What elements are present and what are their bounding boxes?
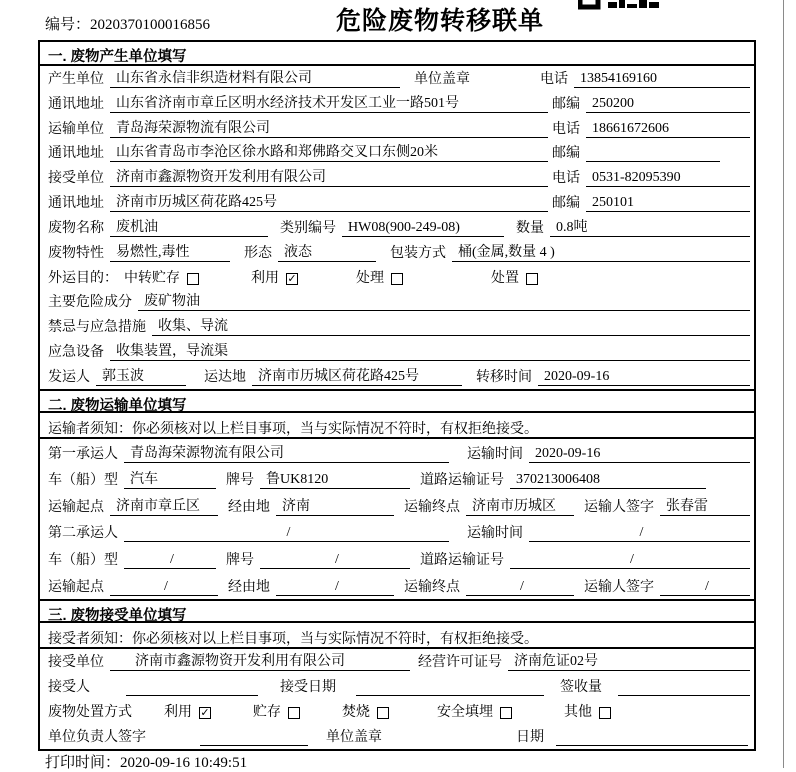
accept-date-label: 接受日期 — [280, 679, 336, 695]
row-vehicle2 — [40, 545, 754, 572]
transporter-zip-label: 邮编 — [552, 146, 580, 162]
transport-time2-label: 运输时间 — [467, 526, 523, 542]
producer-name-field: 山东省永信非织造材料有限公司 — [110, 67, 400, 88]
producer-phone-label: 电话 — [540, 71, 568, 87]
route-start-label: 运输起点 — [48, 499, 104, 515]
disposal-option-label: 其他 — [564, 704, 592, 720]
document-header — [0, 0, 796, 40]
acceptor-label: 接受人 — [48, 679, 90, 695]
accept-date-field — [356, 679, 544, 696]
section3-heading: 三. 废物接受单位填写 — [40, 599, 754, 623]
road-permit2-field: / — [510, 552, 750, 569]
print-time-line — [45, 751, 247, 772]
route2-start-field: / — [110, 579, 218, 596]
disposal-option-label: 利用 — [164, 704, 192, 720]
producer-seal-label: 单位盖章 — [414, 71, 470, 87]
hazard-field: 废矿物油 — [138, 290, 750, 311]
vehicle-type-field: 汽车 — [124, 468, 216, 489]
shipper-label: 发运人 — [48, 369, 90, 385]
receiver-address-field: 济南市历城区荷花路425号 — [110, 191, 548, 212]
vehicle-type-label: 车（船）型 — [48, 473, 118, 489]
row-waste-properties — [40, 240, 754, 265]
producer-address-field: 山东省济南市章丘区明水经济技术开发区工业一路501号 — [110, 92, 548, 113]
transport-time-field: 2020-09-16 — [529, 446, 750, 463]
transporter-name-field: 青岛海荣源物流有限公司 — [110, 117, 548, 138]
row-route1 — [40, 492, 754, 519]
route-via-field: 济南 — [276, 495, 394, 516]
accept-unit-label: 接受单位 — [48, 654, 104, 670]
responsible-sign-field — [200, 729, 308, 746]
scan-page-edge — [783, 0, 784, 768]
row-producer — [40, 66, 754, 91]
disposal-option-label: 安全填埋 — [437, 704, 493, 720]
route-via-label: 经由地 — [228, 499, 270, 515]
producer-zip-field: 250200 — [586, 96, 750, 113]
row-accept-unit — [40, 649, 754, 674]
transporter-address-field: 山东省青岛市李沧区徐水路和郑佛路交叉口东侧20米 — [110, 141, 548, 162]
row-first-carrier — [40, 439, 754, 466]
disposal-option-other — [564, 701, 611, 721]
purpose-option-label: 中转贮存 — [124, 270, 180, 286]
plate-field: 鲁UK8120 — [260, 468, 410, 489]
contraindications-label: 禁忌与应急措施 — [48, 320, 146, 336]
receiver-label: 接受单位 — [48, 171, 104, 187]
receiver-address-label: 通讯地址 — [48, 196, 104, 212]
accept-unit-field: 济南市鑫源物资开发利用有限公司 — [110, 650, 410, 671]
disposal-option-label: 焚烧 — [342, 704, 370, 720]
transporter-phone-field: 18661672606 — [586, 121, 750, 138]
waste-props-field: 易燃性,毒性 — [110, 241, 230, 262]
receiver-phone-label: 电话 — [552, 171, 580, 187]
section3-body — [40, 649, 754, 749]
license-label: 经营许可证号 — [418, 654, 502, 670]
unit-seal-label: 单位盖章 — [326, 729, 382, 745]
route-start-field: 济南市章丘区 — [110, 495, 218, 516]
print-time-label: 打印时间： — [45, 755, 121, 771]
disposal-option-utilize — [164, 701, 211, 721]
row-acceptor — [40, 674, 754, 699]
first-carrier-field: 青岛海荣源物流有限公司 — [124, 442, 449, 463]
receiver-name-field: 济南市鑫源物资开发利用有限公司 — [110, 166, 548, 187]
checkbox-disposal-utilize: ✓ — [200, 705, 210, 719]
qr-code-fragment-icon — [578, 0, 660, 11]
row-receiver — [40, 165, 754, 190]
road-permit-field: 370213006408 — [510, 472, 706, 489]
vehicle-type2-field: / — [124, 552, 216, 569]
row-route2 — [40, 572, 754, 599]
second-carrier-field: / — [124, 525, 449, 542]
row-vehicle1 — [40, 466, 754, 493]
destination-label: 运达地 — [204, 369, 246, 385]
carrier-sign-field: 张春雷 — [660, 495, 750, 516]
row-hazard-components — [40, 290, 754, 315]
section2-heading: 二. 废物运输单位填写 — [40, 389, 754, 413]
waste-category-field: HW08(900-249-08) — [342, 220, 504, 237]
plate2-field: / — [260, 552, 410, 569]
hazard-label: 主要危险成分 — [48, 295, 132, 311]
page-title: 危险废物转移联单 — [335, 8, 544, 35]
row-waste-name — [40, 215, 754, 240]
vehicle-type2-label: 车（船）型 — [48, 552, 118, 568]
equipment-field: 收集装置，导流渠 — [110, 340, 750, 361]
transfer-time-label: 转移时间 — [476, 369, 532, 385]
row-shipper — [40, 364, 754, 389]
road-permit-label: 道路运输证号 — [420, 473, 504, 489]
waste-category-label: 类别编号 — [280, 220, 336, 236]
serial-label: 编号： — [45, 17, 91, 33]
carrier2-sign-field: / — [660, 579, 750, 596]
row-transfer-purpose — [40, 265, 754, 290]
route2-start-label: 运输起点 — [48, 579, 104, 595]
waste-form-label: 形态 — [244, 245, 272, 261]
route2-via-label: 经由地 — [228, 579, 270, 595]
row-transporter — [40, 116, 754, 141]
section3-notice: 接受者须知：你必须核对以上栏目事项，当与实际情况不符时，有权拒绝接受。 — [40, 623, 754, 649]
transporter-zip-field — [586, 145, 720, 162]
destination-field: 济南市历城区荷花路425号 — [252, 365, 462, 386]
disposal-option-landfill — [437, 701, 512, 721]
route-end-field: 济南市历城区 — [466, 495, 574, 516]
receipt-qty-label: 签收量 — [560, 679, 602, 695]
producer-label: 产生单位 — [48, 71, 104, 87]
license-field: 济南危证02号 — [508, 650, 750, 671]
waste-qty-label: 数量 — [516, 220, 544, 236]
plate-label: 牌号 — [226, 473, 254, 489]
waste-form-field: 液态 — [278, 241, 376, 262]
section2-body — [40, 439, 754, 599]
section1-heading: 一. 废物产生单位填写 — [40, 42, 754, 66]
transporter-address-label: 通讯地址 — [48, 146, 104, 162]
checkbox-disposal-landfill — [500, 707, 512, 719]
purpose-option-utilize — [251, 267, 298, 287]
checkbox-utilize: ✓ — [287, 271, 297, 285]
serial-number-line — [45, 13, 210, 34]
waste-pack-field: 桶(金属,数量 4 ) — [452, 241, 750, 262]
first-carrier-label: 第一承运人 — [48, 446, 118, 462]
transport-time-label: 运输时间 — [467, 446, 523, 462]
disposal-label: 废物处置方式 — [48, 704, 132, 720]
waste-name-field: 废机油 — [110, 216, 268, 237]
carrier2-sign-label: 运输人签字 — [584, 579, 654, 595]
waste-name-label: 废物名称 — [48, 220, 104, 236]
purpose-option-transit-storage — [124, 267, 199, 287]
waste-props-label: 废物特性 — [48, 245, 104, 261]
row-emergency-equipment — [40, 339, 754, 364]
producer-zip-label: 邮编 — [552, 96, 580, 112]
sign-date-label: 日期 — [516, 729, 544, 745]
disposal-option-label: 贮存 — [253, 704, 281, 720]
waste-qty-field: 0.8吨 — [550, 216, 750, 237]
purpose-option-dispose — [491, 267, 538, 287]
route2-end-field: / — [466, 579, 574, 596]
equipment-label: 应急设备 — [48, 345, 104, 361]
sign-date-field — [556, 729, 748, 746]
checkbox-disposal-other — [599, 707, 611, 719]
purpose-label: 外运目的： — [48, 270, 118, 286]
producer-phone-field: 13854169160 — [574, 71, 750, 88]
disposal-option-store — [253, 701, 300, 721]
purpose-option-label: 处理 — [356, 270, 384, 286]
print-time-value: 2020-09-16 10:49:51 — [120, 755, 248, 771]
disposal-option-incinerate — [342, 701, 389, 721]
contraindications-field: 收集、导流 — [152, 315, 750, 336]
road-permit2-label: 道路运输证号 — [420, 552, 504, 568]
checkbox-disposal-store — [288, 707, 300, 719]
shipper-name-field: 郭玉波 — [96, 365, 186, 386]
row-receiver-address — [40, 190, 754, 215]
route-end-label: 运输终点 — [404, 499, 460, 515]
checkbox-transit-storage — [187, 273, 199, 285]
purpose-option-treat — [356, 267, 403, 287]
transporter-phone-label: 电话 — [552, 121, 580, 137]
section2-notice: 运输者须知：你必须核对以上栏目事项，当与实际情况不符时，有权拒绝接受。 — [40, 413, 754, 439]
serial-number: 2020370100016856 — [90, 17, 211, 33]
transporter-label: 运输单位 — [48, 121, 104, 137]
carrier-sign-label: 运输人签字 — [584, 499, 654, 515]
acceptor-field — [126, 679, 258, 696]
receiver-phone-field: 0531-82095390 — [586, 170, 750, 187]
receipt-qty-field — [618, 679, 750, 696]
purpose-option-label: 处置 — [491, 270, 519, 286]
row-transporter-address — [40, 141, 754, 166]
receiver-zip-field: 250101 — [586, 195, 750, 212]
transfer-time-field: 2020-09-16 — [538, 369, 750, 386]
waste-pack-label: 包装方式 — [390, 245, 446, 261]
plate2-label: 牌号 — [226, 552, 254, 568]
purpose-option-label: 利用 — [251, 270, 279, 286]
row-signoff — [40, 724, 754, 749]
transport-time2-field: / — [529, 525, 750, 542]
route2-end-label: 运输终点 — [404, 579, 460, 595]
transfer-form-table — [38, 40, 756, 751]
checkbox-dispose — [526, 273, 538, 285]
checkbox-treat — [391, 273, 403, 285]
receiver-zip-label: 邮编 — [552, 196, 580, 212]
route2-via-field: / — [276, 579, 394, 596]
row-disposal-method — [40, 699, 754, 724]
producer-address-label: 通讯地址 — [48, 96, 104, 112]
row-contraindications — [40, 314, 754, 339]
checkbox-disposal-incinerate — [377, 707, 389, 719]
section1-body — [40, 66, 754, 389]
responsible-sign-label: 单位负责人签字 — [48, 729, 146, 745]
row-producer-address — [40, 91, 754, 116]
second-carrier-label: 第二承运人 — [48, 526, 118, 542]
row-second-carrier — [40, 519, 754, 546]
